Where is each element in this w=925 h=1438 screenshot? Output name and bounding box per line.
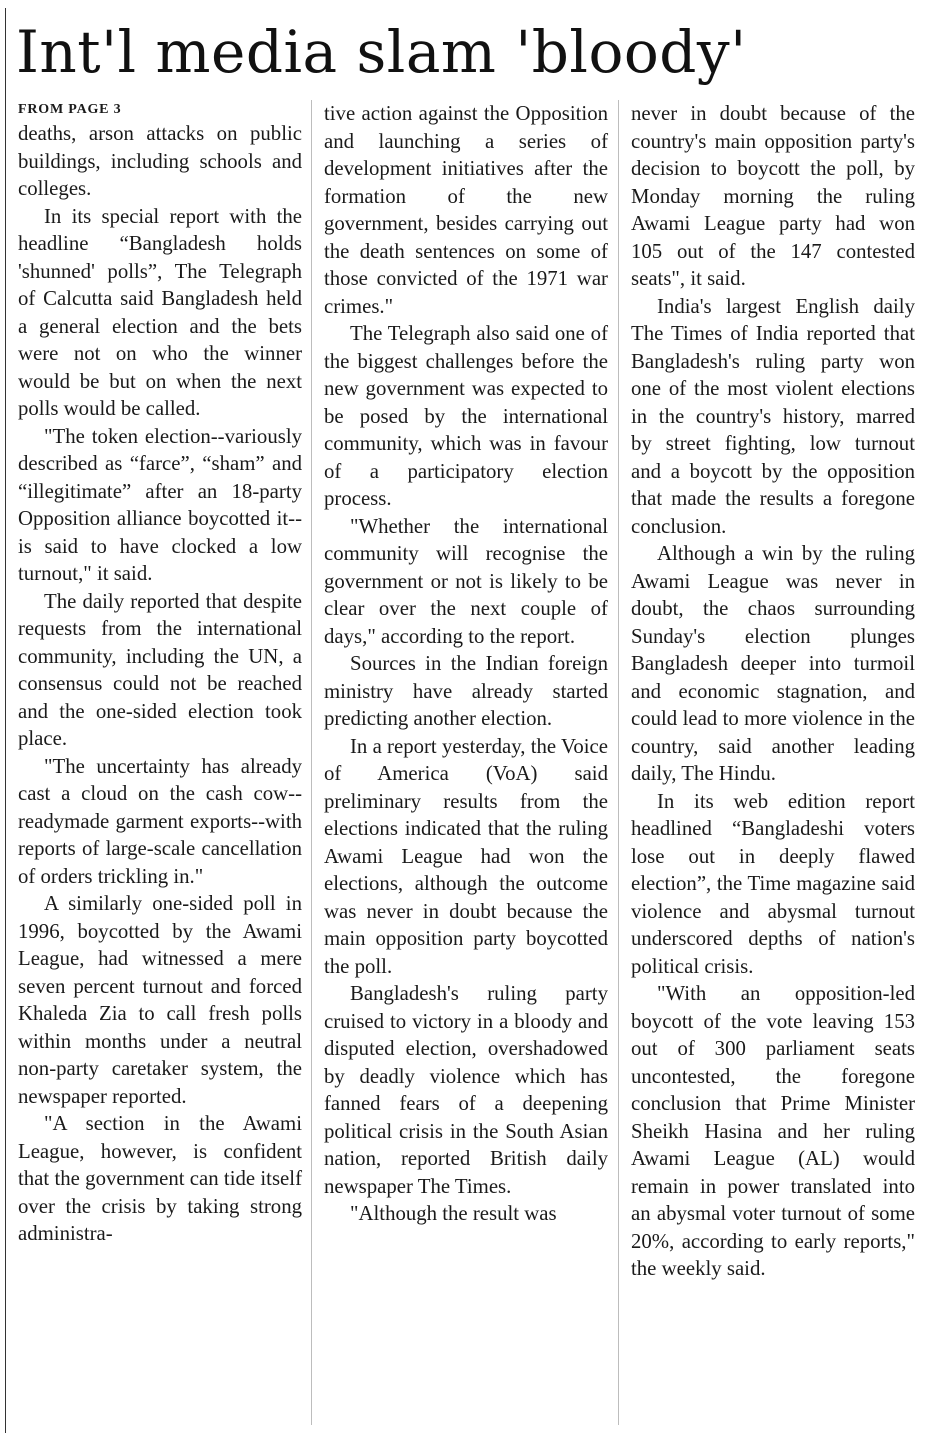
paragraph: "The uncertainty has already cast a cloud on the cash cow--readymade garment exports--with reports of large-scale cancellation of orders trickling in." <box>18 754 302 888</box>
column-divider <box>311 100 312 1425</box>
paragraph: tive action against the Opposition and launching a series of development initiatives after the formation of the new government, besides carrying out the death sentences on some of those convicted of the 1971 war crimes." <box>324 102 608 318</box>
left-border-rule <box>5 8 6 1433</box>
paragraph: In a report yesterday, the Voice of America (VoA) said preliminary results from the elections indicated that the ruling Awami League had won the elections, although the outcome was never in doubt because the main opposition party boycotted the poll. <box>324 734 608 978</box>
paragraph: "A section in the Awami League, however, is confident that the government can tide itself over the crisis by taking strong administra- <box>18 1112 302 1245</box>
paragraph: A similarly one-sided poll in 1996, boycotted by the Awami League, had witnessed a mere seven percent turnout and forced Khaleda Zia to call fresh polls within months under a neutral non-party caretaker system, the newspaper reported. <box>18 892 302 1108</box>
paragraph: "Whether the international community will recognise the government or not is likely to be clear over the next couple of days," according to the report. <box>324 514 608 648</box>
article-headline: Int'l media slam 'bloody' <box>16 18 747 86</box>
paragraph: Sources in the Indian foreign ministry have already started predicting another election. <box>324 652 608 730</box>
paragraph: Bangladesh's ruling party cruised to victory in a bloody and disputed election, overshadowed by deadly violence which has fanned fears of a deepening political crisis in the South Asian nation, reported British daily newspaper The Times. <box>324 982 608 1198</box>
paragraph: never in doubt because of the country's main opposition party's decision to boycott the poll, by Monday morning the ruling Awami League party had won 105 out of the 147 contested seats", it said. <box>631 102 915 290</box>
article-column-2 <box>324 100 608 1228</box>
paragraph: Although a win by the ruling Awami League was never in doubt, the chaos surrounding Sunday's election plunges Bangladesh deeper into turmoil and economic stagnation, and could lead to more violence in the country, said another leading daily, The Hindu. <box>631 542 915 785</box>
article-column-1 <box>18 100 302 1248</box>
paragraph: In its web edition report headlined “Bangladeshi voters lose out in deeply flawed election”, the Time magazine said violence and abysmal turnout underscored depths of nation's political crisis. <box>631 789 915 978</box>
column-divider <box>618 100 619 1425</box>
paragraph: "With an opposition-led boycott of the vote leaving 153 out of 300 parliament seats uncontested, the foregone conclusion that Prime Minister Sheikh Hasina and her ruling Awami League (AL) would remain in power translated into an abysmal voter turnout of some 20%, according to early reports," the weekly said. <box>631 982 915 1280</box>
paragraph: "The token election--variously described as “farce”, “sham” and “illegitimate” after an 18-party Opposition alliance boycotted it--is said to have clocked a low turnout," it said. <box>18 424 302 585</box>
paragraph: The daily reported that despite requests from the international community, including the UN, a consensus could not be reached and the one-sided election took place. <box>18 589 302 750</box>
paragraph: deaths, arson attacks on public buildings, including schools and colleges. <box>18 122 302 200</box>
article-column-3 <box>631 100 915 1283</box>
paragraph: In its special report with the headline “Bangladesh holds 'shunned' polls”, The Telegraph of Calcutta said Bangladesh held a general election and the bets were not on who the winner would be but on when the next polls would be called. <box>18 204 302 420</box>
continuation-kicker: FROM PAGE 3 <box>18 102 122 117</box>
paragraph: The Telegraph also said one of the biggest challenges before the new government was expected to be posed by the international community, which was in favour of a participatory election process. <box>324 322 608 510</box>
paragraph: India's largest English daily The Times of India reported that Bangladesh's ruling party won one of the most violent elections in the country's history, marred by street fighting, low turnout and a boycott by the opposition that made the results a foregone conclusion. <box>631 294 915 538</box>
paragraph: "Although the result was <box>350 1202 557 1225</box>
